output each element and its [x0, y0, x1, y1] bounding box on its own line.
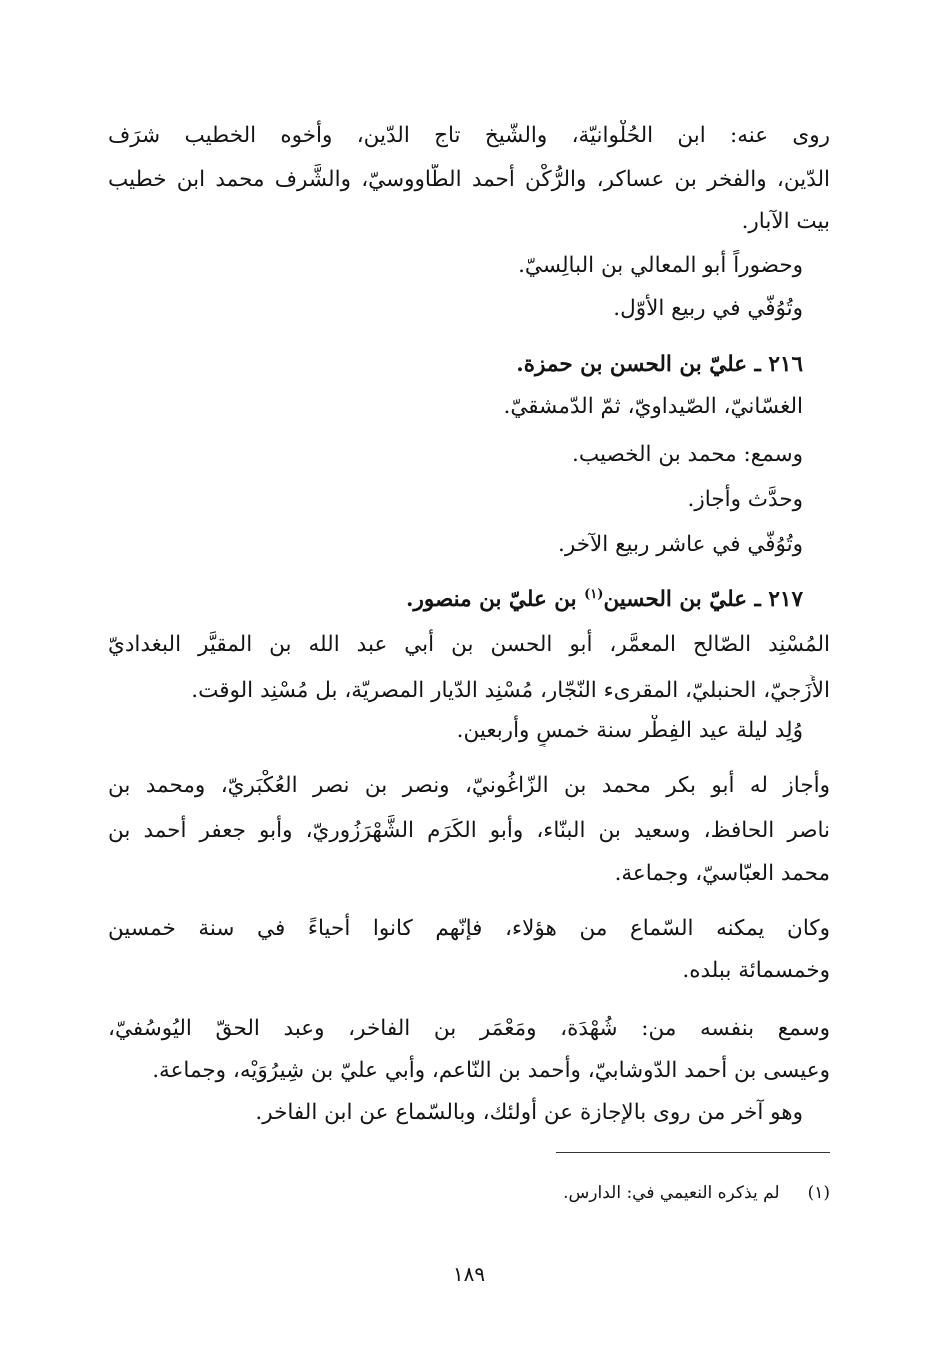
text-line-12: المُسْنِد الصّالح المعمَّر، أبو الحسن بن أبي عبد الله بن المقيَّر البغداديّ [108, 632, 830, 657]
text-line-3: بيت الآبار. [741, 209, 830, 234]
text-line-16: ناصر الحافظ، وسعيد بن البنّاء، وأبو الكَرَم الشَّهْرَزُوريّ، وأبو جعفر أحمد بن [108, 818, 830, 843]
footnote-text: لم يذكره النعيمي في: الدارس. [563, 1183, 780, 1203]
text-line-21: وعيسى بن أحمد الدّوشابيّ، وأحمد بن النّاعم، وأبي عليّ بن شِيرُوَيْه، وجماعة. [152, 1058, 830, 1083]
text-line-19: وخمسمائة ببلده. [682, 958, 830, 983]
text-line-7: الغسّانيّ، الصّيداويّ، ثمّ الدّمشقيّ. [503, 394, 803, 419]
text-line-10: وتُوُفّي في عاشر ربيع الآخر. [558, 532, 803, 557]
footnote-marker: (١) [584, 586, 604, 602]
text-line-5: وتُوُفّي في ربيع الأوّل. [613, 296, 803, 321]
entry-heading-217-part2: بن عليّ بن منصور. [405, 587, 577, 612]
text-line-20: وسمع بنفسه من: شُهْدَة، ومَعْمَر بن الفاخر، وعبد الحقّ اليُوسُفيّ، [108, 1016, 830, 1041]
text-line-13: الأَزَجيّ، الحنبليّ، المقرىء النّجّار، مُسْنِد الدّيار المصريّة، بل مُسْنِد الوقت. [191, 678, 830, 703]
entry-heading-217 [81, 584, 803, 616]
page-number: ١٨٩ [452, 1262, 486, 1286]
text-line-14: وُلِد ليلة عيد الفِطْر سنة خمسٍ وأربعين. [456, 718, 803, 743]
text-line-15: وأجاز له أبو بكر محمد بن الزّاغُونيّ، ونصر بن نصر العُكْبَريّ، ومحمد بن [108, 773, 830, 798]
text-line-22: وهو آخر من روى بالإجازة عن أولئك، وبالسّماع عن ابن الفاخر. [255, 1100, 803, 1125]
text-line-2: الدّين، والفخر بن عساكر، والرُّكْن أحمد الطّاووسيّ، والشَّرف محمد ابن خطيب [108, 167, 830, 192]
entry-heading-216: ٢١٦ ـ عليّ بن الحسن بن حمزة. [516, 352, 803, 377]
text-line-18: وكان يمكنه السّماع من هؤلاء، فإنّهم كانوا أحياءً في سنة خمسين [108, 916, 830, 941]
footnote [563, 1181, 830, 1205]
text-line-1: روى عنه: ابن الحُلْوانيّة، والشّيخ تاج الدّين، وأخوه الخطيب شرَف [108, 123, 830, 148]
text-line-17: محمد العبّاسيّ، وجماعة. [614, 861, 830, 886]
entry-heading-217-part1: ٢١٧ ـ عليّ بن الحسين [603, 587, 803, 612]
text-line-8: وسمع: محمد بن الخصيب. [572, 442, 803, 467]
footnote-number: (١) [807, 1183, 830, 1203]
text-line-4: وحضوراً أبو المعالي بن البالِسيّ. [518, 253, 803, 278]
text-line-9: وحدَّث وأجاز. [687, 487, 803, 512]
footnote-divider [556, 1152, 830, 1153]
